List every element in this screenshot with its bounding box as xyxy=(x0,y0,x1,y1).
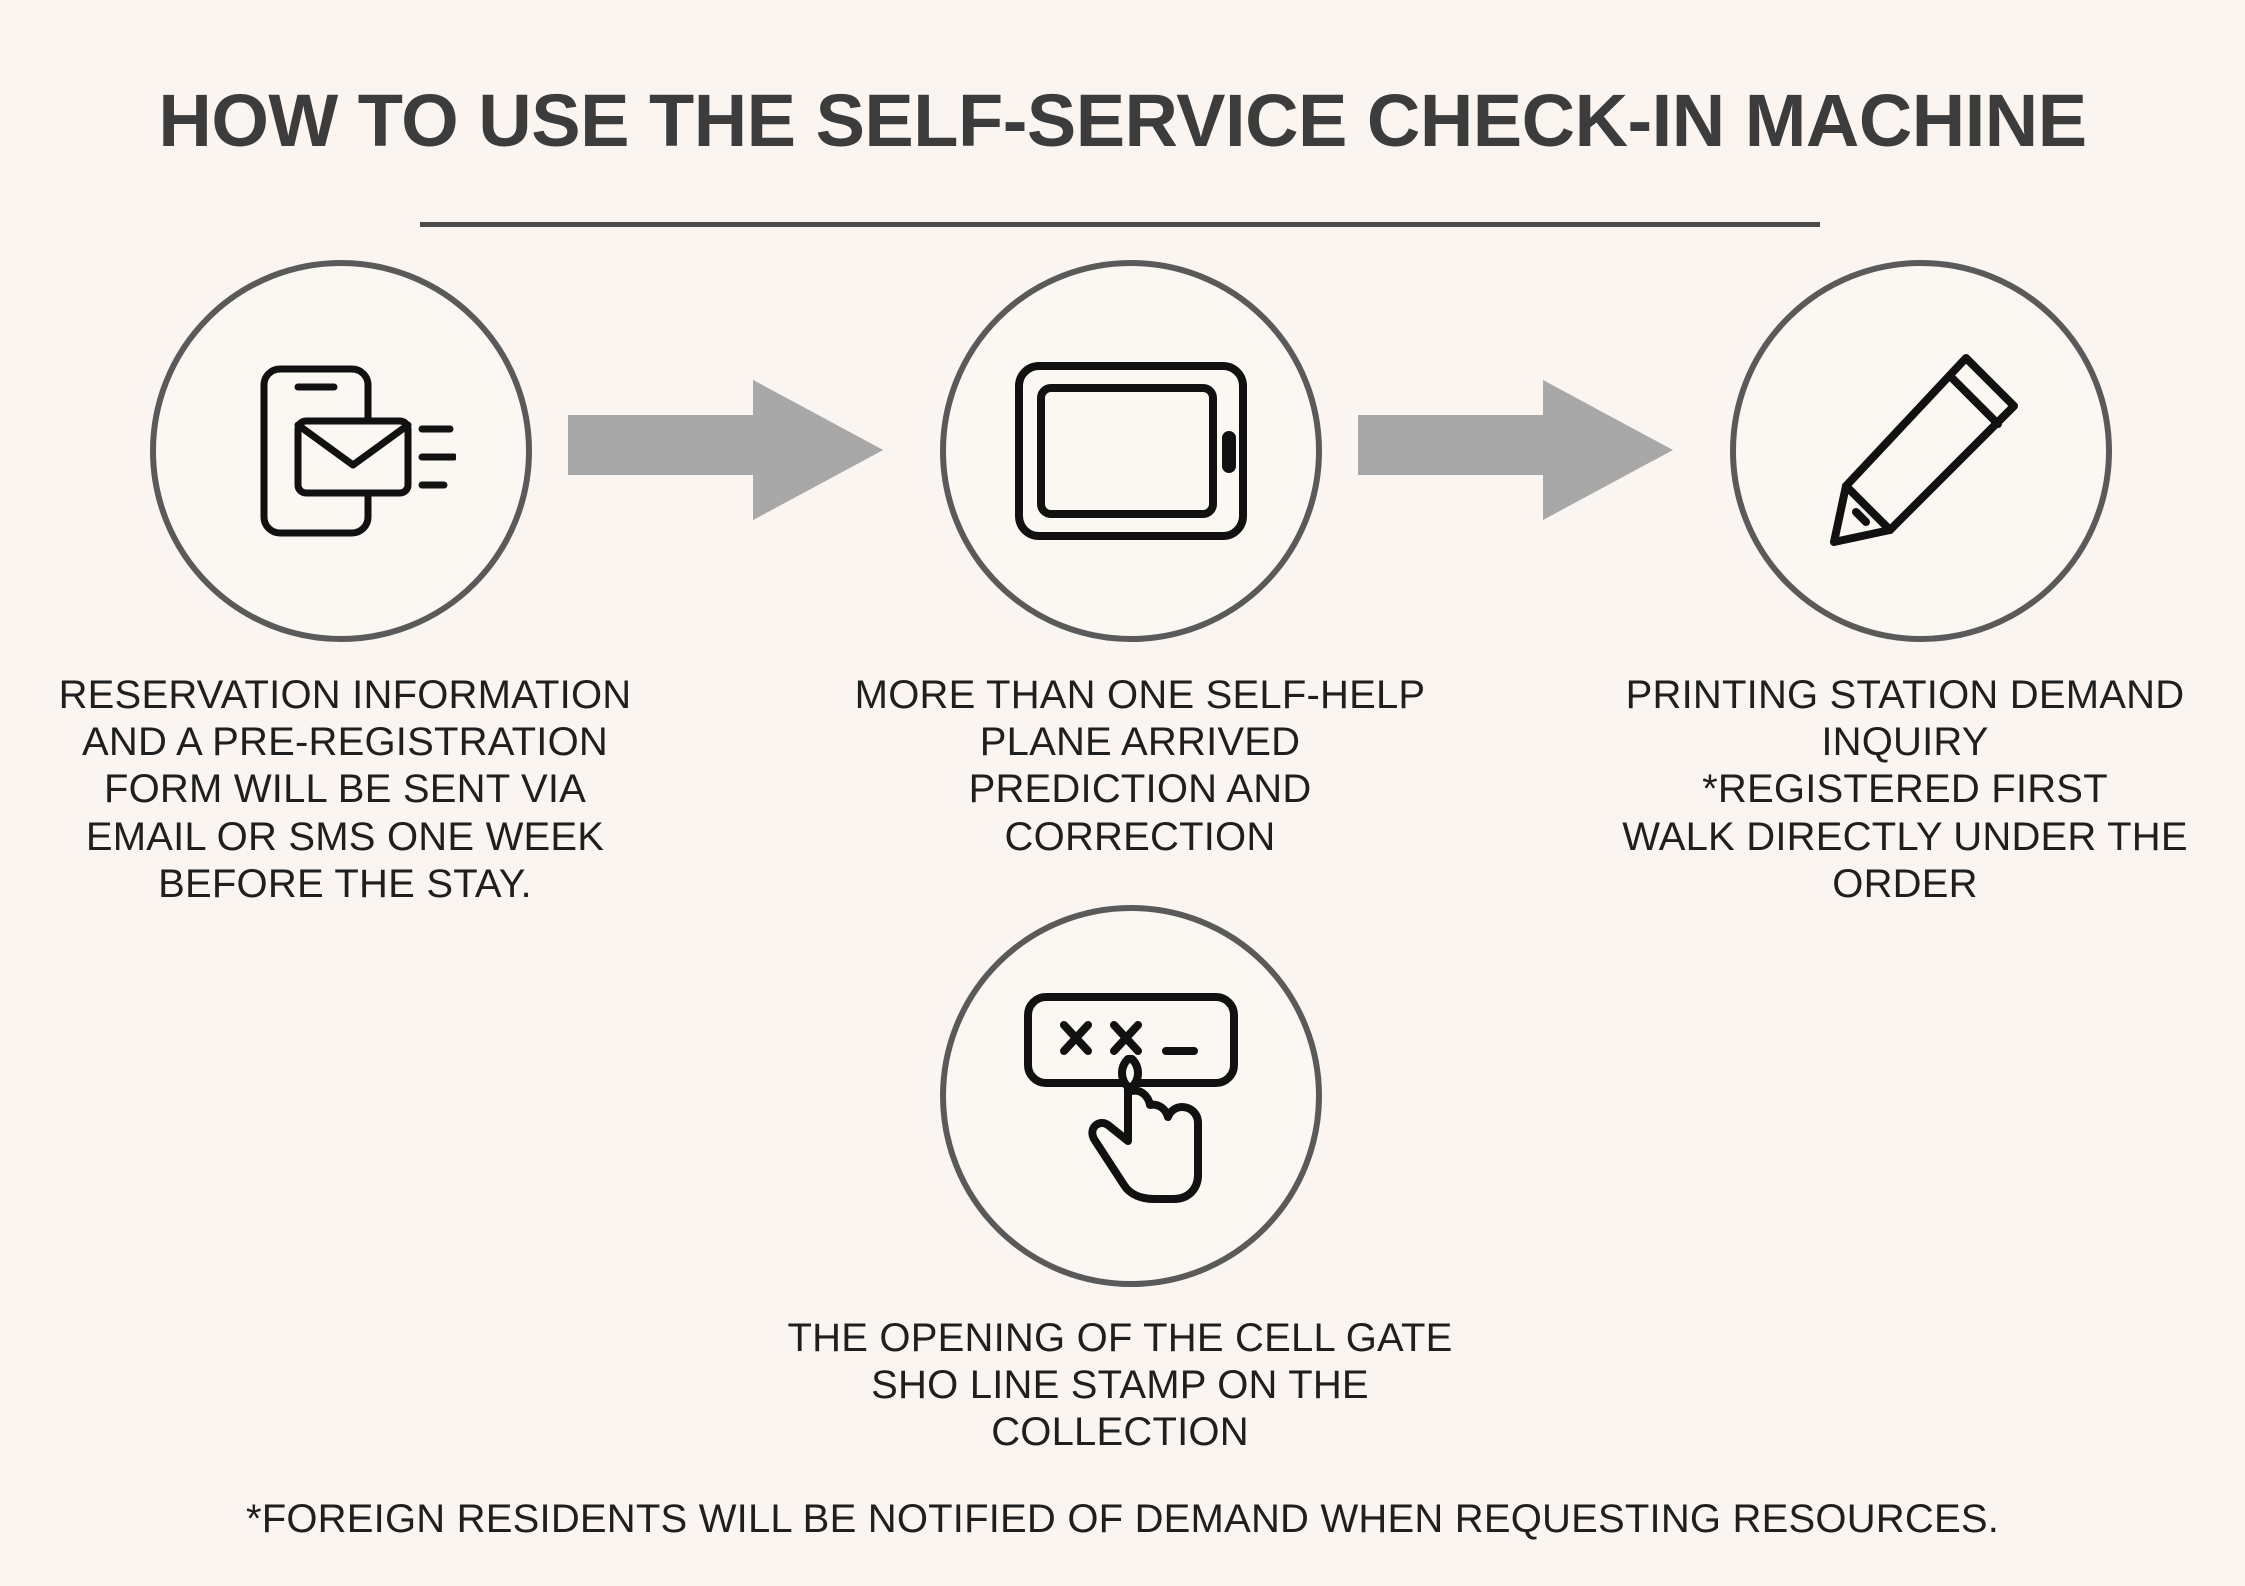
pencil-icon xyxy=(1816,346,2026,556)
tablet-kiosk-icon xyxy=(1011,358,1251,544)
step-2-caption: MORE THAN ONE SELF-HELP PLANE ARRIVED PREDICTION AND CORRECTION xyxy=(854,673,1426,859)
step-1-icon-circle xyxy=(150,260,532,642)
title-divider xyxy=(420,222,1820,227)
step-3-icon-circle xyxy=(1730,260,2112,642)
passcode-touch-icon xyxy=(1016,981,1246,1211)
right-arrow-icon-1 xyxy=(568,320,888,580)
phone-email-icon xyxy=(226,351,456,551)
step-3-caption: PRINTING STATION DEMAND INQUIRY *REGISTERED FIRST WALK DIRECTLY UNDER THE ORDER xyxy=(1622,673,2188,906)
step-1-caption: RESERVATION INFORMATION AND A PRE-REGISTRATION FORM WILL BE SENT VIA EMAIL OR SMS ONE WEEK BEFORE THE STAY. xyxy=(58,673,632,906)
right-arrow-icon-2 xyxy=(1358,320,1678,580)
step-2-icon-circle xyxy=(940,260,1322,642)
step-4-caption: THE OPENING OF THE CELL GATE SHO LINE STAMP ON THE COLLECTION xyxy=(787,1316,1453,1455)
page-title: HOW TO USE THE SELF-SERVICE CHECK-IN MACHINE xyxy=(158,79,2087,162)
step-4-icon-circle xyxy=(940,905,1322,1287)
footnote: *FOREIGN RESIDENTS WILL BE NOTIFIED OF DEMAND WHEN REQUESTING RESOURCES. xyxy=(245,1497,2000,1541)
